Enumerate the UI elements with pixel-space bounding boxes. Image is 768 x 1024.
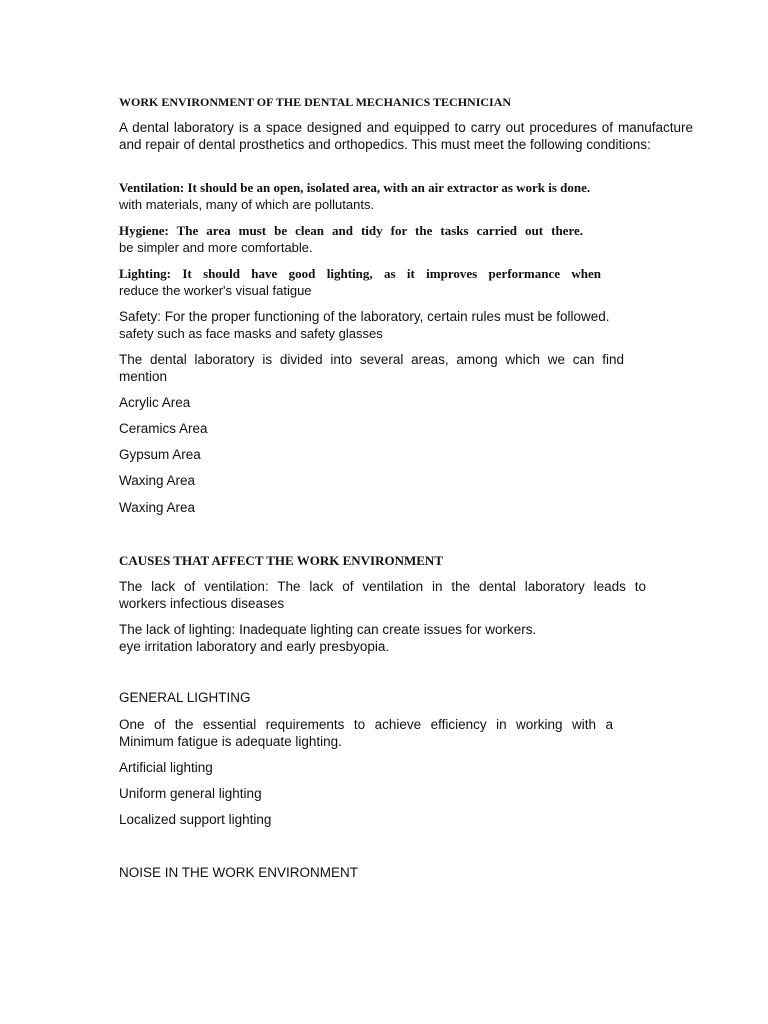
- lighting-type-localized: Localized support lighting: [119, 812, 272, 827]
- area-item-acrylic: Acrylic Area: [119, 395, 191, 410]
- lighting-type-uniform: Uniform general lighting: [119, 786, 262, 801]
- condition-hygiene: [119, 223, 583, 256]
- cause-line1: The lack of ventilation: The lack of ventilation in the dental laboratory leads to: [119, 579, 646, 594]
- condition-lighting: [119, 266, 601, 299]
- cause-ventilation: [119, 579, 646, 612]
- condition-lead: Ventilation: It should be an open, isolated area, with an air extractor as work is done.: [119, 180, 591, 195]
- lighting-heading: GENERAL LIGHTING: [119, 690, 251, 705]
- condition-ventilation: [119, 180, 649, 213]
- cause-line1: The lack of lighting: Inadequate lighting can create issues for workers.: [119, 622, 537, 637]
- noise-heading: NOISE IN THE WORK ENVIRONMENT: [119, 865, 359, 880]
- area-item-waxing-2: Waxing Area: [119, 500, 196, 515]
- areas-intro-line1: The dental laboratory is divided into several areas, among which we can find: [119, 352, 624, 367]
- document-title: WORK ENVIRONMENT OF THE DENTAL MECHANICS TECHNICIAN: [119, 95, 512, 109]
- area-item-gypsum: Gypsum Area: [119, 447, 201, 462]
- condition-lead: Lighting: It should have good lighting, as it improves performance when: [119, 266, 601, 281]
- condition-continuation: be simpler and more comfortable.: [119, 239, 313, 255]
- lighting-paragraph: [119, 717, 613, 750]
- area-item-waxing: Waxing Area: [119, 473, 196, 488]
- condition-continuation: reduce the worker's visual fatigue: [119, 282, 312, 298]
- condition-continuation: with materials, many of which are pollutants.: [119, 196, 375, 212]
- condition-lead: Hygiene: The area must be clean and tidy for the tasks carried out there.: [119, 223, 583, 238]
- areas-intro-line2: mention: [119, 368, 168, 384]
- lighting-line1: One of the essential requirements to achieve efficiency in working with a: [119, 717, 613, 732]
- lighting-line2: Minimum fatigue is adequate lighting.: [119, 733, 342, 749]
- cause-line2: workers infectious diseases: [119, 595, 285, 611]
- condition-safety: [119, 309, 679, 342]
- condition-continuation: safety such as face masks and safety glasses: [119, 325, 383, 341]
- lighting-type-artificial: Artificial lighting: [119, 760, 213, 775]
- condition-lead: Safety: For the proper functioning of the laboratory, certain rules must be followed.: [119, 309, 610, 324]
- intro-paragraph: A dental laboratory is a space designed and equipped to carry out procedures of manufacture and repair of dental prosthetics and orthopedics. This must meet the following conditions:: [119, 120, 693, 152]
- causes-heading: CAUSES THAT AFFECT THE WORK ENVIRONMENT: [119, 553, 443, 568]
- cause-lighting: [119, 622, 646, 655]
- area-item-ceramics: Ceramics Area: [119, 421, 208, 436]
- cause-line2: eye irritation laboratory and early presbyopia.: [119, 638, 390, 654]
- areas-intro-paragraph: [119, 352, 624, 385]
